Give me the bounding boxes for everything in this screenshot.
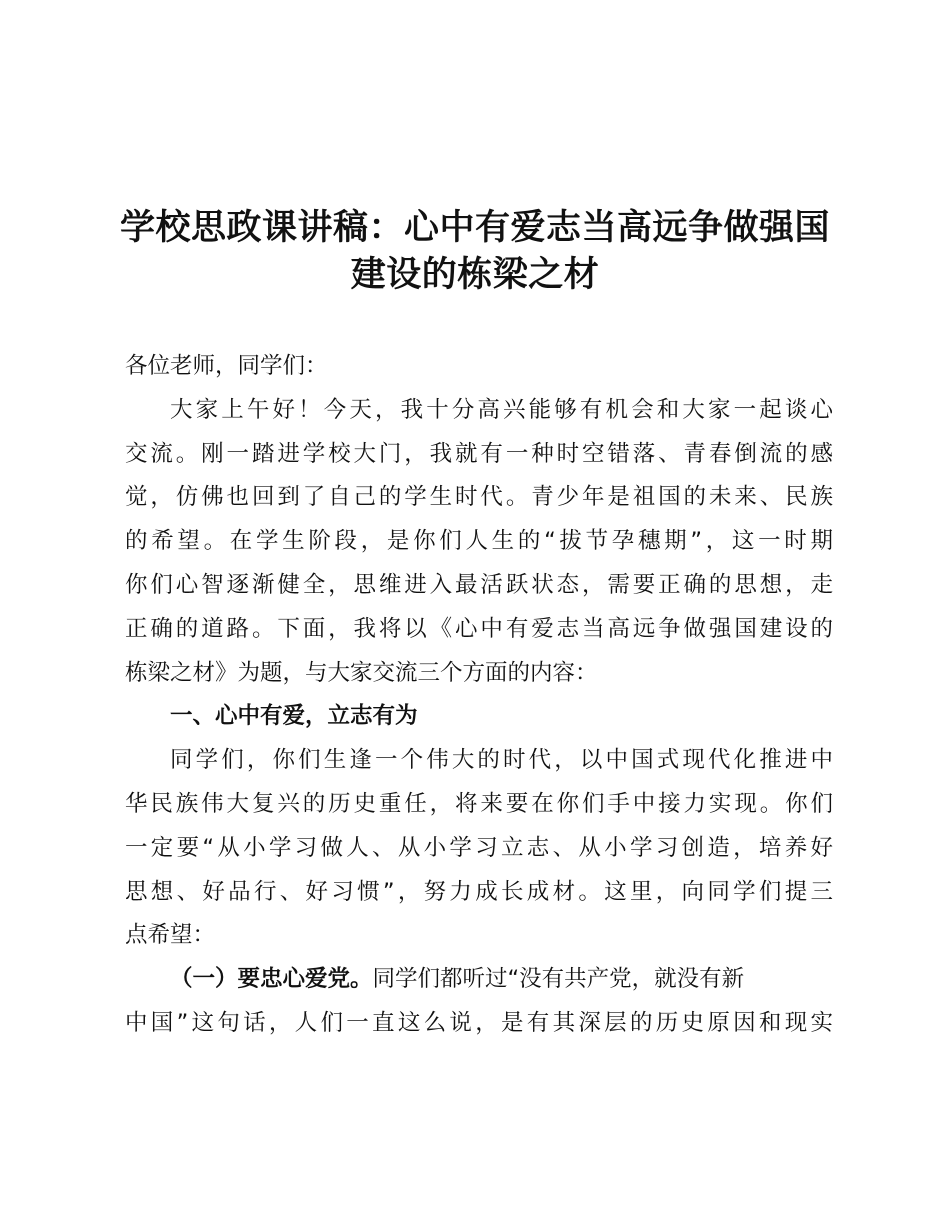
title-line-1: 学校思政课讲稿：心中有爱志当高远争做强国 bbox=[119, 207, 830, 248]
paragraph-line: 中国”这句话，人们一直这么说，是有其深层的历史原因和现实 bbox=[125, 1009, 833, 1036]
paragraph-line: 大家上午好！今天，我十分高兴能够有机会和大家一起谈心 bbox=[170, 396, 833, 423]
document-body bbox=[125, 345, 833, 1046]
document-title bbox=[100, 204, 850, 298]
paragraph-line: 思想、好品行、好习惯”，努力成长成材。这里，向同学们提三 bbox=[125, 878, 833, 905]
paragraph-introduction bbox=[125, 389, 833, 696]
paragraph-line: 同学们，你们生逢一个伟大的时代，以中国式现代化推进中 bbox=[170, 747, 833, 774]
paragraph-line: 觉，仿佛也回到了自己的学生时代。青少年是祖国的未来、民族 bbox=[125, 484, 833, 511]
paragraph-line: 正确的道路。下面，我将以《心中有爱志当高远争做强国建设的 bbox=[125, 615, 833, 642]
paragraph-subsection-1 bbox=[125, 958, 833, 1046]
paragraph-line: 栋梁之材》为题，与大家交流三个方面的内容： bbox=[125, 659, 598, 686]
paragraph-line: 点希望： bbox=[125, 922, 216, 949]
paragraph-line: 交流。刚一踏进学校大门，我就有一种时空错落、青春倒流的感 bbox=[125, 440, 833, 467]
paragraph-line: 华民族伟大复兴的历史重任，将来要在你们手中接力实现。你们 bbox=[125, 790, 833, 817]
paragraph-line-text: 同学们都听过“没有共产党，就没有新 bbox=[372, 966, 745, 993]
subsection-heading-1: （一）要忠心爱党。 bbox=[170, 966, 373, 993]
paragraph-line: 的希望。在学生阶段，是你们人生的“拔节孕穗期”，这一时期 bbox=[125, 528, 833, 555]
title-line-2: 建设的栋梁之材 bbox=[350, 254, 600, 295]
paragraph-line: 一定要“从小学习做人、从小学习立志、从小学习创造，培养好 bbox=[125, 834, 833, 861]
section-heading-1: 一、心中有爱，立志有为 bbox=[170, 703, 418, 730]
paragraph-line: 你们心智逐渐健全，思维进入最活跃状态，需要正确的思想，走 bbox=[125, 571, 833, 598]
salutation: 各位老师，同学们： bbox=[125, 353, 328, 379]
paragraph-section-1 bbox=[125, 739, 833, 958]
paragraph-line-with-subheading bbox=[125, 958, 833, 1002]
